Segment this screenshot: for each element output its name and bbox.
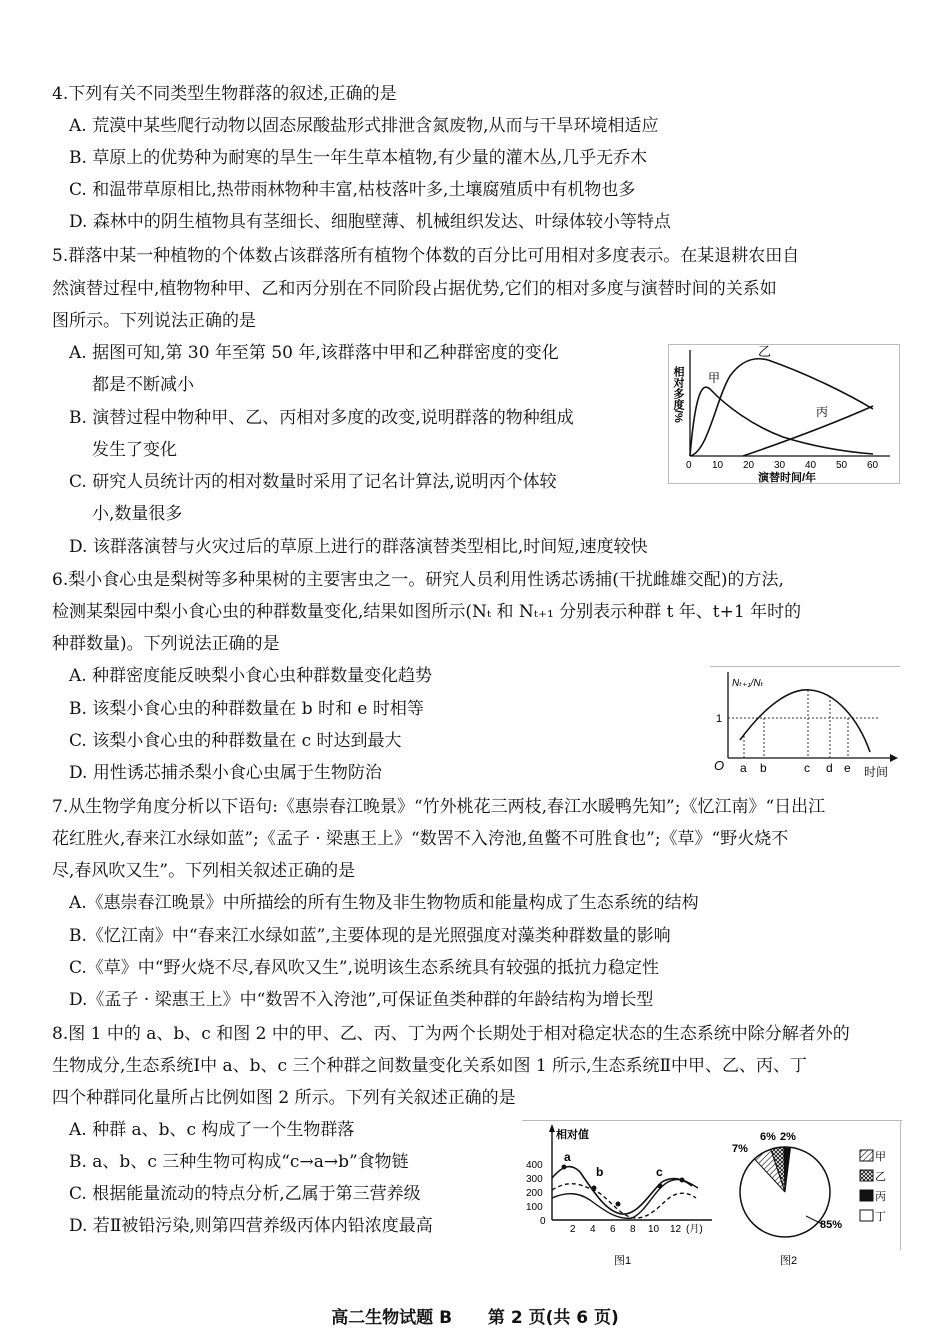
q6-stem-line2: 检测某梨园中梨小食心虫的种群数量变化,结果如图所示(Nₜ 和 Nₜ₊₁ 分别表示种群 t 年、t+1 年时的 xyxy=(52,602,802,622)
q8-fig1-label-c: c xyxy=(656,1165,663,1179)
q4-option-a: A. 荒漠中某些爬行动物以固态尿酸盐形式排泄含氮废物,从而与干旱环境相适应 xyxy=(69,116,659,136)
q8-fig2-pct-bing: 2% xyxy=(780,1131,796,1143)
q8-fig2-caption: 图2 xyxy=(780,1255,798,1267)
q8-fig1-curve-c xyxy=(552,1180,698,1219)
q6-tick-a: a xyxy=(740,761,747,775)
q7-stem-line2: 花红胜火,春来江水绿如蓝”;《孟子 · 梁惠王上》“数罟不入洿池,鱼鳖不可胜食也”;《草》“野火烧不 xyxy=(52,829,789,849)
q8-option-a: A. 种群 a、b、c 构成了一个生物群落 xyxy=(69,1120,355,1140)
q8-fig1-x-tick: 6 xyxy=(610,1224,616,1235)
q8-stem-line2: 生物成分,生态系统Ⅰ中 a、b、c 三个种群之间数量变化关系如图 1 所示,生态系统Ⅱ中甲、乙、丙、丁 xyxy=(52,1056,808,1076)
q6-option-a: A. 种群密度能反映梨小食心虫种群数量变化趋势 xyxy=(69,666,433,686)
q8-fig1-y-tick: 300 xyxy=(526,1174,543,1185)
q8-fig2-pct-jia: 7% xyxy=(732,1143,748,1155)
q6-option-b: B. 该梨小食心虫的种群数量在 b 时和 e 时相等 xyxy=(69,699,424,719)
q8-fig1-caption: 图1 xyxy=(614,1255,632,1267)
q8-fig1-y-label: 相对值 xyxy=(556,1129,589,1141)
q5-option-c: C. 研究人员统计丙的相对数量时采用了记名计算法,说明丙个体较 xyxy=(69,472,557,492)
q8-fig2-legend-swatch-ding xyxy=(860,1210,873,1221)
q5-x-tick: 0 xyxy=(686,460,692,471)
q4-stem: 4.下列有关不同类型生物群落的叙述,正确的是 xyxy=(52,84,397,104)
q6-stem-line3: 种群数量)。下列说法正确的是 xyxy=(52,634,280,654)
q8-fig2-legend-swatch-yi xyxy=(860,1170,873,1181)
q5-stem-line3: 图所示。下列说法正确的是 xyxy=(52,311,256,331)
q6-x-arrow xyxy=(890,754,898,762)
q5-option-c-cont: 小,数量很多 xyxy=(92,504,183,524)
footer-exam-title: 高二生物试题 B xyxy=(331,1308,453,1328)
q6-population-graph xyxy=(710,666,900,784)
q8-fig2-legend-ding: 丁 xyxy=(875,1211,886,1223)
q7-option-a: A.《惠崇春江晚景》中所描绘的所有生物及非生物物质和能量构成了生态系统的结构 xyxy=(69,893,699,913)
q8-fig1-curve-a xyxy=(552,1167,692,1215)
q5-y-axis-label: 相对多度/% xyxy=(672,366,684,423)
q8-option-d: D. 若Ⅱ被铅污染,则第四营养级丙体内铅浓度最高 xyxy=(69,1216,433,1236)
q5-x-tick: 50 xyxy=(836,460,848,471)
q7-stem-line3: 尽,春风吹又生”。下列相关叙述正确的是 xyxy=(52,861,356,881)
page-footer xyxy=(0,1303,950,1328)
footer-page-number: 第 2 页(共 6 页) xyxy=(487,1308,619,1328)
q5-label-bing: 丙 xyxy=(816,405,829,419)
q5-x-axis-label: 演替时间/年 xyxy=(758,472,817,484)
q8-fig1-point xyxy=(562,1165,567,1170)
q8-fig1-label-b: b xyxy=(596,1165,604,1179)
q8-stem-line3: 四个种群同化量所占比例如图 2 所示。下列有关叙述正确的是 xyxy=(52,1088,516,1108)
q6-x-axis-label: 时间 xyxy=(864,765,889,779)
q4-option-c: C. 和温带草原相比,热带雨林物种丰富,枯枝落叶多,土壤腐殖质中有机物也多 xyxy=(69,180,636,200)
q8-fig1-point xyxy=(680,1178,685,1183)
q6-option-c: C. 该梨小食心虫的种群数量在 c 时达到最大 xyxy=(69,731,402,751)
q8-fig1-point xyxy=(616,1202,621,1207)
q8-fig2-legend-jia: 甲 xyxy=(875,1151,886,1163)
q8-fig1-x-tick: 8 xyxy=(630,1224,636,1235)
q6-origin: O xyxy=(714,758,725,773)
q5-label-jia: 甲 xyxy=(708,371,721,385)
q5-stem-line2: 然演替过程中,植物物种甲、乙和丙分别在不同阶段占据优势,它们的相对多度与演替时间的关系如 xyxy=(52,279,777,299)
q6-option-d: D. 用性诱芯捕杀梨小食心虫属于生物防治 xyxy=(69,763,382,783)
q8-stem-line1: 8.图 1 中的 a、b、c 和图 2 中的甲、乙、丙、丁为两个长期处于相对稳定状态的生态系统中除分解者外的 xyxy=(52,1024,850,1044)
q6-tick-d: d xyxy=(826,761,833,775)
q8-fig1-y-tick: 100 xyxy=(526,1202,543,1213)
q8-fig2-legend-swatch-bing xyxy=(860,1190,873,1201)
q8-fig1-point xyxy=(658,1184,663,1189)
q6-stem-line1: 6.梨小食心虫是梨树等多种果树的主要害虫之一。研究人员利用性诱芯诱捕(干扰雌雄交配)的方法, xyxy=(52,570,784,590)
q5-succession-graph xyxy=(668,344,900,484)
q8-fig1-point xyxy=(592,1186,597,1191)
q8-fig2-pct-ding: 85% xyxy=(820,1219,843,1231)
q6-tick-c: c xyxy=(804,761,810,775)
q6-tick-b: b xyxy=(760,761,767,775)
q5-curve-bing xyxy=(743,406,873,456)
q8-fig1-y-arrow xyxy=(549,1124,555,1132)
q5-x-tick: 10 xyxy=(712,460,724,471)
q8-option-b: B. a、b、c 三种生物可构成“c→a→b”食物链 xyxy=(69,1152,409,1172)
q8-fig1-x-tick: 4 xyxy=(590,1224,596,1235)
q6-y-axis-label: Nₜ₊₁/Nₜ xyxy=(732,678,764,689)
q5-option-a: A. 据图可知,第 30 年至第 50 年,该群落中甲和乙种群密度的变化 xyxy=(69,343,559,363)
q5-x-tick: 40 xyxy=(805,460,817,471)
q4-option-b: B. 草原上的优势种为耐寒的旱生一年生草本植物,有少量的灌木丛,几乎无乔木 xyxy=(69,148,648,168)
q8-fig1-y-tick: 200 xyxy=(526,1188,543,1199)
q5-option-b-cont: 发生了变化 xyxy=(92,440,177,460)
q8-fig1-label-a: a xyxy=(564,1150,571,1164)
q4-option-d: D. 森林中的阴生植物具有茎细长、细胞壁薄、机械组织发达、叶绿体较小等特点 xyxy=(69,212,671,232)
q8-fig2-legend-swatch-jia xyxy=(860,1150,873,1161)
q8-fig2-pct-yi: 6% xyxy=(760,1131,776,1143)
q8-fig1-curve-b xyxy=(552,1184,696,1218)
q8-fig1-x-tick: 2 xyxy=(570,1224,576,1235)
q5-stem-line1: 5.群落中某一种植物的个体数占该群落所有植物个体数的百分比可用相对多度表示。在某退耕农田自 xyxy=(52,246,800,266)
q5-curve-jia xyxy=(690,387,873,456)
q8-fig1-x-tick: 12 xyxy=(670,1224,682,1235)
q8-fig1-y-tick: 400 xyxy=(526,1160,543,1171)
q6-tick-e: e xyxy=(844,761,851,775)
q7-option-b: B.《忆江南》中“春来江水绿如蓝”,主要体现的是光照强度对藻类种群数量的影响 xyxy=(69,926,671,946)
q6-tick-one: 1 xyxy=(716,713,723,725)
q5-x-tick: 20 xyxy=(743,460,755,471)
q8-fig2-legend-yi: 乙 xyxy=(875,1171,886,1183)
q8-figure2-pie-chart xyxy=(728,1120,902,1272)
q5-option-b: B. 演替过程中物种甲、乙、丙相对多度的改变,说明群落的物种组成 xyxy=(69,408,574,428)
q5-x-tick: 60 xyxy=(867,460,879,471)
q8-fig1-x-unit: (月) xyxy=(686,1224,703,1235)
q5-label-yi: 乙 xyxy=(758,344,772,359)
q5-x-tick: 30 xyxy=(774,460,786,471)
q8-fig1-y-tick: 0 xyxy=(540,1216,546,1227)
q8-fig1-x-tick: 10 xyxy=(648,1224,660,1235)
q5-option-a-cont: 都是不断减小 xyxy=(92,375,194,395)
q7-option-c: C.《草》中“野火烧不尽,春风吹又生”,说明该生态系统具有较强的抵抗力稳定性 xyxy=(69,958,659,978)
q6-curve xyxy=(740,690,870,752)
q8-option-c: C. 根据能量流动的特点分析,乙属于第三营养级 xyxy=(69,1184,421,1204)
q7-stem-line1: 7.从生物学角度分析以下语句:《惠崇春江晚景》“竹外桃花三两枝,春江水暖鸭先知”;《忆江南》“日出江 xyxy=(52,797,826,817)
q7-option-d: D.《孟子 · 梁惠王上》中“数罟不入洿池”,可保证鱼类种群的年龄结构为增长型 xyxy=(69,990,654,1010)
q8-figure1-line-graph xyxy=(522,1120,728,1272)
q5-option-d: D. 该群落演替与火灾过后的草原上进行的群落演替类型相比,时间短,速度较快 xyxy=(69,537,648,557)
q8-fig2-legend-bing: 丙 xyxy=(875,1191,886,1203)
